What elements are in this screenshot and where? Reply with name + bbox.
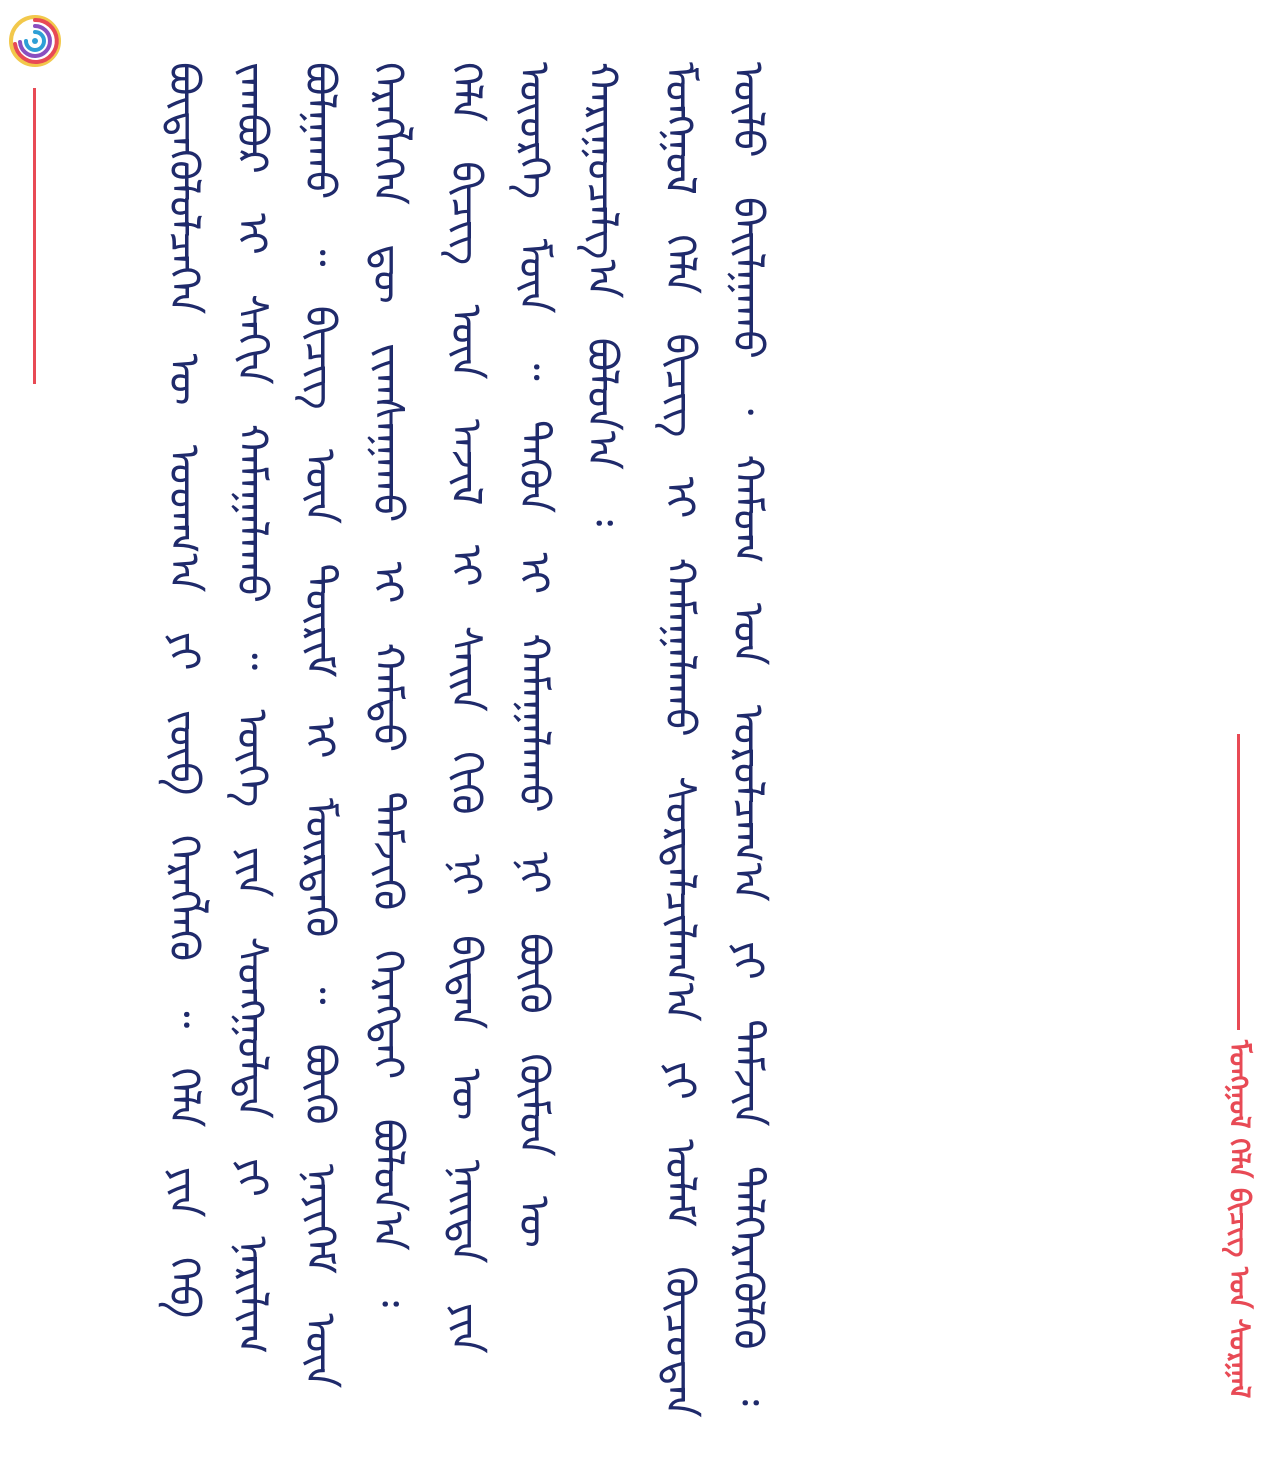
article-body: [150, 62, 1130, 1452]
paragraph-3: ᠮᠣᠩᠭᠣᠯ ᠬᠡᠯᠡ ᠪᠢᠴᠢᠭ ᠢ ᠬᠠᠮᠠᠭᠠᠯᠠᠬᠤ ᠰᠤᠷᠲᠠᠯᠴᠢᠯᠠᠭ᠎ᠠ ᠶᠢ ᠤᠯᠠᠮ ᠬᠦᠴᠦᠳᠡᠨ ᠦᠯᠦ ᠪᠠᠢᠯᠭᠠᠬᠤ ᠂ ᠬᠠᠮᠤᠭ ᠤᠨ ᠣᠷᠤᠯᠴᠠᠭ᠎ᠠ ᠶᠢ ᠳᠡᠮᠵᠢᠨ ᠳᠡᠯᠭᠡᠷᠡᠭᠦᠯᠬᠦ ᠄: [656, 62, 773, 1418]
top-left-divider: [33, 88, 36, 384]
right-divider: [1237, 734, 1240, 1030]
spiral-logo-icon: [8, 14, 62, 68]
paragraph-1: ᠪᠦᠳᠡᠭᠦᠯᠦᠯᠴᠡᠬᠡᠨ ᠦ ᠤᠳᠬ᠎ᠠ ᠶᠢ ᠵᠥᠪ ᠬᠡᠷᠡᠭᠯᠡᠬᠦ ᠃ ᠬᠡᠯᠡ ᠶᠢᠨ ᠬᠡᠪ ᠵᠠᠭᠪᠤᠷ ᠢ ᠰᠠᠬᠢᠨ ᠬᠠᠮᠠᠭᠠᠯᠠᠬᠤ ᠃ ᠦᠭᠡ ᠶᠢᠨ ᠰᠤᠨᠭᠭᠤᠯᠲᠠ ᠶᠢ ᠨᠠᠷᠢᠯᠢᠭ ᠪᠣᠯᠭᠠᠬᠤ ᠃ ᠪᠢᠴᠢᠭ ᠦᠨ ᠳᠦᠷᠢᠮ ᠢ ᠮᠥᠷᠳᠡᠬᠦ ᠃ ᠪᠦᠬᠦ ᠨᠡᠶᠢᠭᠡᠮ ᠦᠨ ᠬᠡᠷᠡᠭᠯᠡᠭᠡᠨ ᠳᠦ ᠵᠢᠭᠰᠠᠭᠠᠬᠤ ᠢ ᠬᠠᠮᠲᠤ ᠳᠡᠮᠵᠢᠬᠦ ᠬᠡᠷᠡᠭᠲᠡᠢ ᠪᠣᠯᠤᠨ᠎ᠠ ᠄: [160, 62, 413, 1389]
side-title: ᠮᠣᠩᠭᠣᠯ ᠬᠡᠯᠡ ᠪᠢᠴᠢᠭ ᠤᠨ ᠰᠤᠷᠭᠠᠯ: [1223, 1040, 1256, 1399]
paragraph-2: ᠬᠡᠯᠡ ᠪᠢᠴᠢᠭ ᠦᠨ ᠠᠵᠢᠯ ᠢ ᠰᠠᠢᠨ ᠬᠢᠬᠦ ᠨᠢ ᠪᠢᠳᠡᠨ ᠦ ᠨᠡᠢᠲᠡ ᠶᠢᠨ ᠦᠦᠷᠭᠡ ᠮᠥᠨ ᠃ ᠲᠡᠭᠦᠨ ᠢ ᠬᠠᠮᠠᠭᠠᠯᠠᠬᠤ ᠨᠢ ᠪᠦᠬᠦ ᠬᠦᠮᠦᠨ ᠦ ᠬᠠᠷᠢᠭᠤᠴᠠᠯᠭ᠎ᠠ ᠪᠣᠯᠤᠨ᠎ᠠ ᠄: [442, 62, 627, 1354]
